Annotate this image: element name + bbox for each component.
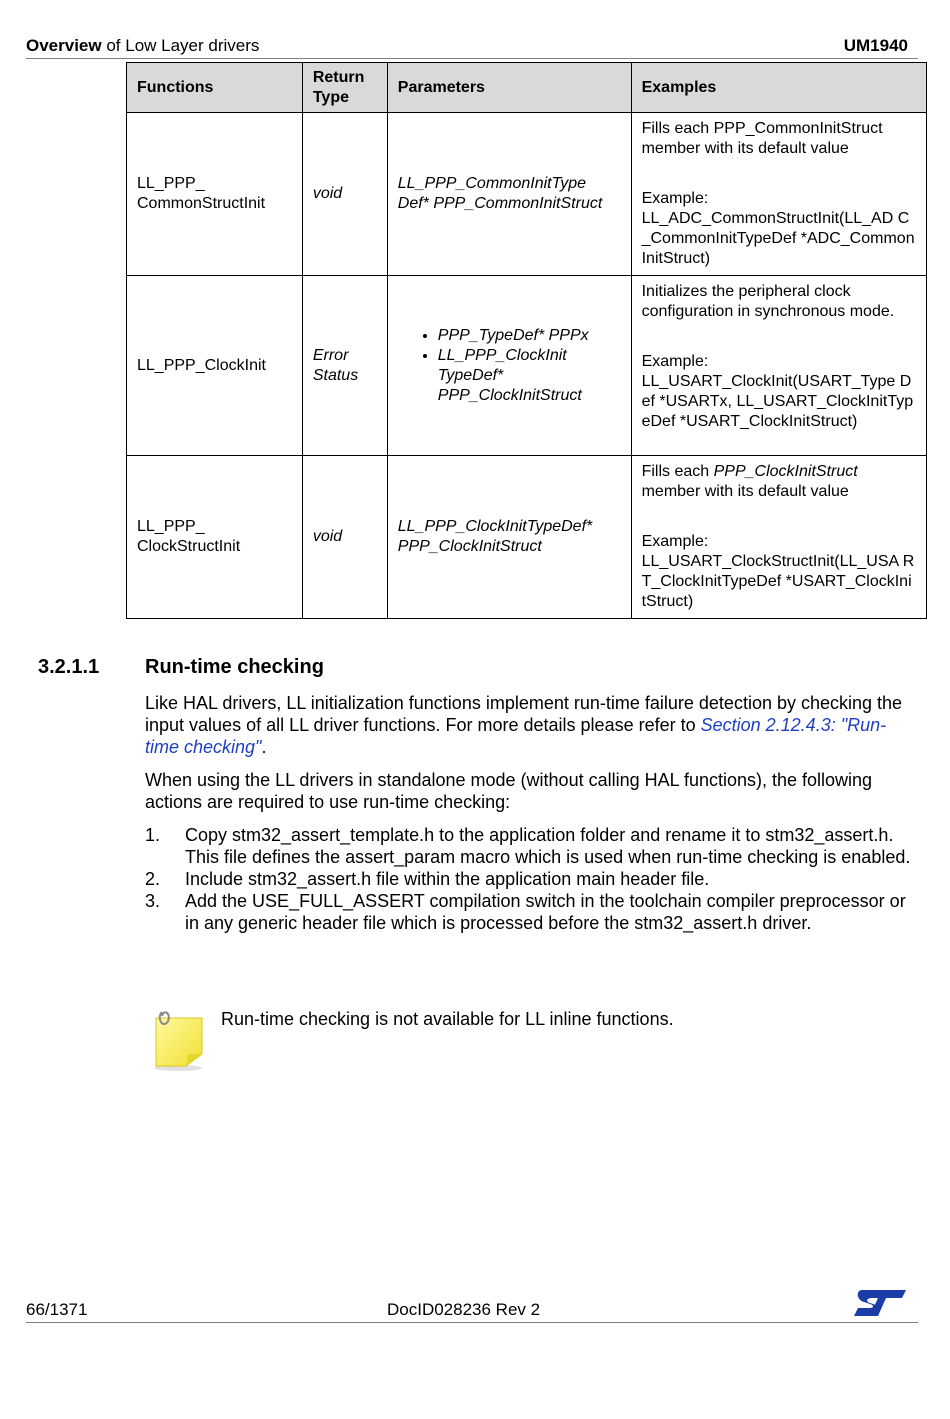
parameters-cell — [387, 276, 631, 456]
header-section-bold: Overview — [26, 36, 102, 55]
function-cell: LL_PPP_ CommonStructInit — [127, 113, 303, 276]
table-row — [127, 276, 927, 456]
table-header-row — [127, 63, 927, 113]
examples-cell — [631, 456, 926, 619]
parameters-list — [398, 326, 621, 406]
parameter-item: • PPP_TypeDef* PPPx — [438, 326, 621, 346]
col-header-return-type: Return Type — [302, 63, 387, 113]
col-header-functions: Functions — [127, 63, 303, 113]
function-cell: LL_PPP_ClockInit — [127, 276, 303, 456]
example-description — [642, 462, 916, 502]
paragraph-standalone: When using the LL drivers in standalone mode (without calling HAL functions), the following actions are required to use run-time checking: — [145, 770, 873, 812]
step-text: Add the USE_FULL_ASSERT compilation switch in the toolchain compiler preprocessor or in any generic header file which is processed before the stm32_assert.h driver. — [185, 891, 906, 933]
list-item — [145, 824, 915, 868]
page-header — [26, 36, 918, 59]
sticky-note-icon — [152, 1008, 208, 1072]
header-doc-code: UM1940 — [843, 36, 908, 55]
example-code: LL_ADC_CommonStructInit(LL_AD C_CommonInitTypeDef *ADC_CommonInitStruct) — [641, 210, 915, 267]
page-footer — [26, 1300, 918, 1323]
list-item — [145, 868, 915, 890]
description-italic: PPP_ClockInitStruct — [713, 463, 858, 480]
table-row — [127, 456, 927, 619]
page-number: 66/1371 — [26, 1300, 88, 1319]
examples-cell — [631, 276, 926, 456]
section-link[interactable]: Section 2.12.4.3: "Run-time checking" — [145, 715, 887, 757]
paragraph-intro — [145, 692, 915, 758]
example-code: LL_USART_ClockInit(USART_Type Def *USARTx, LL_USART_ClockInitTypeDef *USART_ClockInitStruct) — [641, 373, 914, 430]
examples-cell — [631, 113, 926, 276]
return-type-cell: void — [302, 113, 387, 276]
example-description: Fills each PPP_CommonInitStruct member with its default value — [641, 120, 883, 157]
header-section-rest: of Low Layer drivers — [101, 36, 260, 55]
example-description: Initializes the peripheral clock configuration in synchronous mode. — [641, 283, 895, 320]
note-text: Run-time checking is not available for LL inline functions. — [221, 1009, 674, 1029]
paragraph-intro-text: Like HAL drivers, LL initialization functions implement run-time failure detection by checking the input values of all LL driver functions. For more details please refer to — [145, 693, 903, 735]
parameter-item: • LL_PPP_ClockInit TypeDef* PPP_ClockInitStruct — [438, 346, 621, 406]
section-number: 3.2.1.1 — [38, 656, 100, 678]
steps-list — [145, 824, 915, 934]
step-number: 2. — [145, 869, 161, 889]
col-header-parameters: Parameters — [387, 63, 631, 113]
return-type-cell: Error Status — [302, 276, 387, 456]
col-header-examples: Examples — [631, 63, 926, 113]
example-label: Example: — [641, 353, 709, 370]
header-section — [26, 36, 259, 55]
doc-id: DocID028236 Rev 2 — [387, 1300, 541, 1319]
paragraph-intro-end: . — [261, 737, 267, 757]
description-post: member with its default value — [641, 483, 849, 500]
description-pre: Fills each — [641, 463, 714, 480]
function-cell: LL_PPP_ ClockStructInit — [127, 456, 303, 619]
step-text: Include stm32_assert.h file within the application main header file. — [185, 869, 710, 889]
functions-table — [126, 62, 927, 619]
return-type-cell: void — [302, 456, 387, 619]
example-label: Example: — [641, 190, 709, 207]
step-number: 3. — [145, 891, 161, 911]
parameters-cell: LL_PPP_ClockInitTypeDef* PPP_ClockInitStruct — [387, 456, 631, 619]
example-code: LL_USART_ClockStructInit(LL_USA RT_ClockInitTypeDef *USART_ClockInitStruct) — [641, 553, 915, 610]
section-body — [145, 692, 915, 934]
list-item — [145, 890, 915, 934]
st-logo-icon — [852, 1288, 908, 1318]
note-box — [152, 1008, 912, 1072]
section-heading — [38, 656, 324, 679]
example-label: Example: — [641, 533, 709, 550]
parameters-cell: LL_PPP_CommonInitType Def* PPP_CommonInitStruct — [387, 113, 631, 276]
section-title: Run-time checking — [145, 656, 324, 678]
step-number: 1. — [145, 825, 161, 845]
step-text: Copy stm32_assert_template.h to the application folder and rename it to stm32_assert.h. This file defines the assert_param macro which is used when run-time checking is enabled. — [185, 825, 911, 867]
table-row — [127, 113, 927, 276]
